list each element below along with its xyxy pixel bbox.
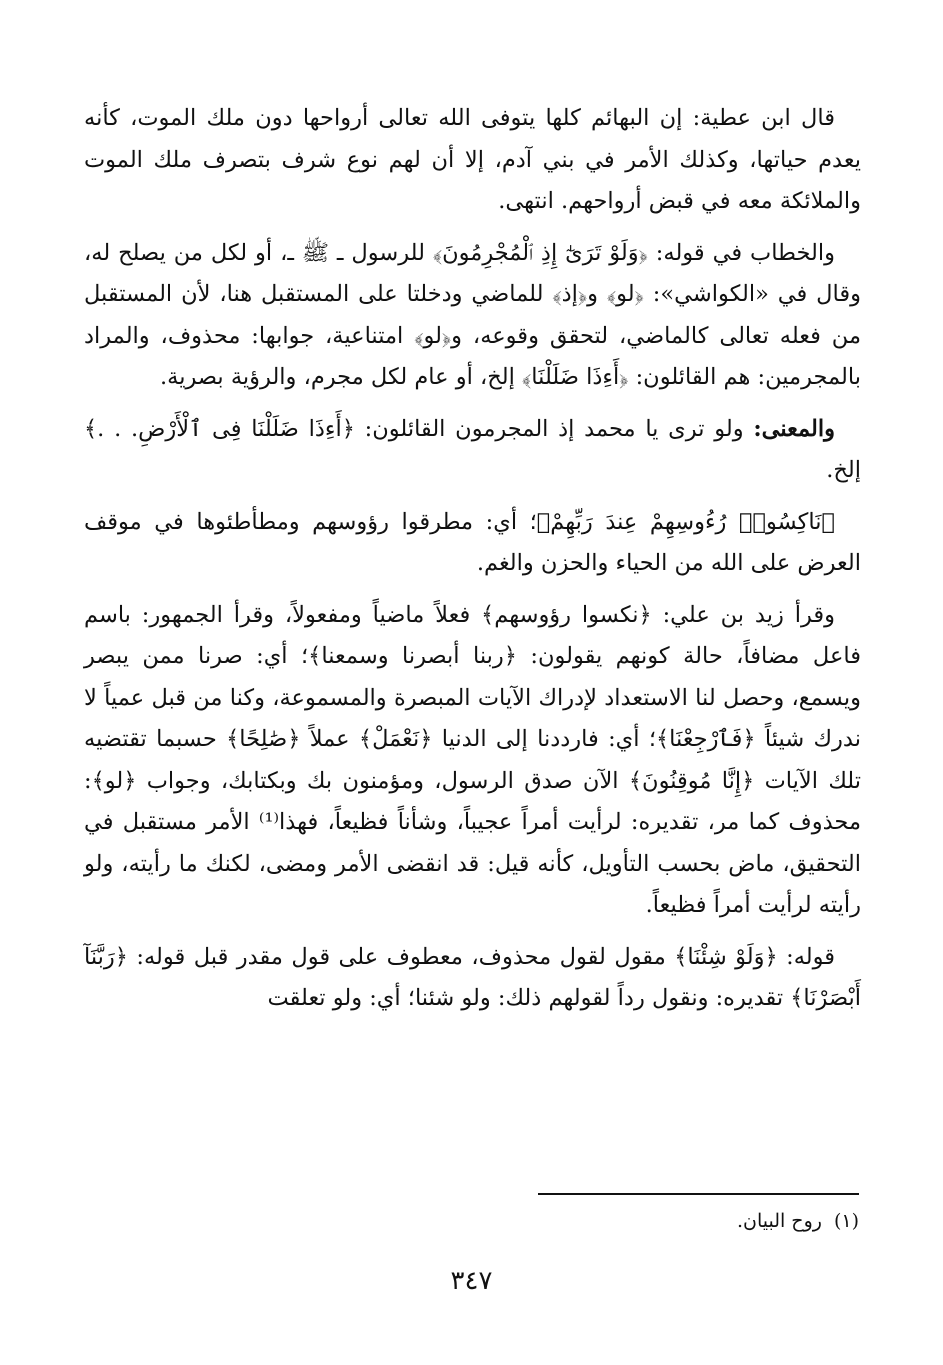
main-text [84,98,861,1020]
paragraph-meaning [84,409,861,492]
paragraph-lead-word: والمعنى: [753,415,835,442]
footnote-divider [538,1193,859,1195]
paragraph-had-we-willed: قوله: ﴿وَلَوْ شِئْنَا﴾ مقول لقول محذوف، معطوف على قول مقدر قبل قوله: ﴿رَبَّنَآ أَبْصَرْنَا﴾ تقديره: ونقول رداً لقولهم ذلك: ولو شئنا؛ أي: ولو تعلقت [84,943,861,1011]
page-number: ٣٤٧ [450,1266,493,1296]
paragraph-ibn-atiyya: قال ابن عطية: إن البهائم كلها يتوفى الله تعالى أرواحها دون ملك الموت، كأنه يعدم حياتها، وكذلك الأمر في بني آدم، إلا أن لهم نوع شرف بتصرف ملك الموت والملائكة معه في قبض أرواحهم. انتهى. [84,105,861,214]
paragraph-meaning-body: ولو ترى يا محمد إذ المجرمون القائلون: ﴿أَءِذَا ضَلَلْنَا فِى ٱلْأَرْضِ. . .﴾ إلخ. [84,415,861,483]
paragraph-address: والخطاب في قوله: ﴿وَلَوْ تَرَىٰٓ إِذِ ٱلْمُجْرِمُونَ﴾ للرسول ـ ﷺ ـ، أو لكل من يصلح له، وقال في «الكواشي»: ﴿لو﴾ و﴿إذ﴾ للماضي ودخلتا على المستقبل هنا، لأن المستقبل من فعله تعالى كالماضي، لتحقق وقوعه، و﴿لو﴾ امتناعية، جوابها: محذوف، والمراد بالمجرمين: هم القائلون: ﴿أَءِذَا ضَلَلْنَا﴾ إلخ، أو عام لكل مجرم، والرؤية بصرية. [84,239,861,390]
footnote-marker: (١) [833,1210,859,1232]
footnote [737,1206,859,1236]
paragraph-readings: وقرأ زيد بن علي: ﴿نكسوا رؤوسهم﴾ فعلاً ماضياً ومفعولاً، وقرأ الجمهور: باسم فاعل مضافاً، حالة كونهم يقولون: ﴿ربنا أبصرنا وسمعنا﴾؛ أي: صرنا ممن يبصر ويسمع، وحصل لنا الاستعداد لإدراك الآيات المبصرة والمسموعة، وكنا من قبل عمياً لا ندرك شيئاً ﴿فَٱرْجِعْنَا﴾؛ أي: فارددنا إلى الدنيا ﴿نَعْمَلْ﴾ عملاً ﴿صَٰلِحًا﴾ حسبما تقتضيه تلك الآيات ﴿إِنَّا مُوقِنُونَ﴾ الآن صدق الرسول، ومؤمنون بك وبكتابك، وجواب ﴿لو﴾: محذوف كما مر، تقديره: لرأيت أمراً عجيباً، وشأناً فظيعاً، فهذا⁽¹⁾ الأمر مستقبل في التحقيق، ماض بحسب التأويل، كأنه قيل: قد انقضى الأمر ومضى، لكنك ما رأيته، ولو رأيته لرأيت أمراً فظيعاً. [84,601,861,918]
footnote-text: روح البيان. [736,1210,822,1232]
paragraph-heads-lowered: ﴿نَاكِسُوا۟ رُءُوسِهِمْ عِندَ رَبِّهِمْ﴾؛ أي: مطرقوا رؤوسهم ومطأطئوها في موقف العرض على الله من الحياء والحزن والغم. [84,508,861,576]
